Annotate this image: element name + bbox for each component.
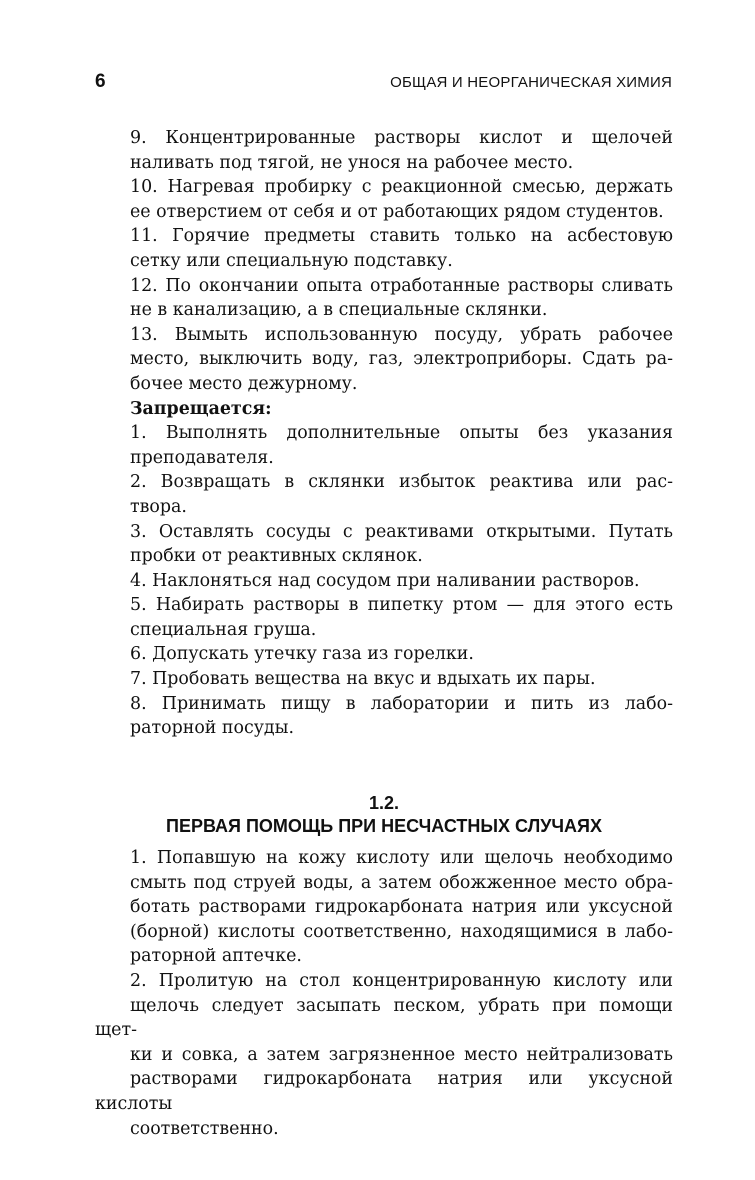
text-line: соответственно. (130, 1118, 279, 1139)
section-number: 1.2. (368, 793, 400, 813)
section-heading (95, 792, 673, 838)
text-line: 12. По окончании опыта отработанные растворы сливать (130, 275, 673, 296)
first-aid-paragraph-2 (95, 969, 673, 1141)
text-line: раторной аптечке. (130, 946, 302, 967)
section-title: ПЕРВАЯ ПОМОЩЬ ПРИ НЕСЧАСТНЫХ СЛУЧАЯХ (166, 816, 602, 836)
prohibited-heading: Запрещается: (130, 398, 272, 419)
text-line: смыть под струей воды, а затем обожженное место обра- (130, 872, 673, 893)
text-line: растворами гидрокарбоната натрия или уксусной кислоты (95, 1069, 673, 1114)
page-number: 6 (95, 71, 106, 92)
text-line: 9. Концентрированные растворы кислот и щелочей (130, 128, 673, 148)
rule-12 (95, 274, 673, 323)
rule-9 (95, 126, 673, 175)
prohibited-4 (95, 569, 673, 594)
text-line: не в канализацию, а в специальные склянки. (130, 300, 548, 321)
text-line: 11. Горячие предметы ставить только на асбестовую (130, 226, 673, 247)
text-line: бочее место дежурному. (130, 373, 358, 394)
prohibited-7 (95, 667, 673, 692)
text-line: место, выключить воду, газ, электроприборы. Сдать ра- (130, 349, 673, 370)
text-line: преподавателя. (130, 447, 274, 468)
text-line: сетку или специальную подставку. (130, 250, 453, 271)
text-line: 5. Набирать растворы в пипетку ртом — для этого есть (130, 595, 673, 616)
text-line: 1. Выполнять дополнительные опыты без указания (130, 423, 673, 444)
first-aid-paragraph-1 (95, 846, 673, 969)
text-line: 10. Нагревая пробирку с реакционной смесью, держать (130, 177, 673, 198)
prohibited-2 (95, 470, 673, 519)
prohibited-5 (95, 593, 673, 642)
text-line: 3. Оставлять сосуды с реактивами открытыми. Путать (130, 521, 673, 542)
rule-13 (95, 323, 673, 397)
text-line: ки и совка, а затем загрязненное место нейтрализовать (130, 1044, 673, 1065)
running-title: ОБЩАЯ И НЕОРГАНИЧЕСКАЯ ХИМИЯ (390, 74, 672, 91)
text-line: 2. Пролитую на стол концентрированную кислоту или (130, 970, 673, 991)
text-line: 8. Принимать пищу в лаборатории и пить из лабо- (130, 693, 673, 714)
first-aid-text (95, 846, 673, 1141)
prohibited-3 (95, 520, 673, 569)
text-line: твора. (130, 496, 187, 517)
text-line: ее отверстием от себя и от работающих рядом студентов. (130, 201, 664, 222)
text-line: 6. Допускать утечку газа из горелки. (130, 644, 474, 665)
lab-rules-text (95, 126, 673, 741)
rule-11 (95, 224, 673, 273)
text-line: 1. Попавшую на кожу кислоту или щелочь необходимо (130, 848, 673, 868)
text-line: 13. Вымыть использованную посуду, убрать рабочее (130, 324, 673, 345)
text-line: 2. Возвращать в склянки избыток реактива или рас- (130, 472, 673, 493)
prohibited-8 (95, 692, 673, 741)
text-line: ботать растворами гидрокарбоната натрия или уксусной (130, 897, 673, 918)
text-line: щелочь следует засыпать песком, убрать при помощи щет- (95, 995, 673, 1041)
text-line: (борной) кислоты соответственно, находящимися в лабо- (130, 921, 673, 942)
text-line: раторной посуды. (130, 718, 295, 739)
prohibited-1 (95, 421, 673, 470)
text-line: 4. Наклоняться над сосудом при наливании растворов. (130, 570, 640, 591)
rule-10 (95, 175, 673, 224)
text-line: 7. Пробовать вещества на вкус и вдыхать их пары. (130, 669, 596, 690)
text-line: специальная груша. (130, 619, 317, 640)
text-line: пробки от реактивных склянок. (130, 546, 423, 567)
text-line: наливать под тягой, не унося на рабочее место. (130, 152, 574, 173)
prohibited-6 (95, 642, 673, 667)
